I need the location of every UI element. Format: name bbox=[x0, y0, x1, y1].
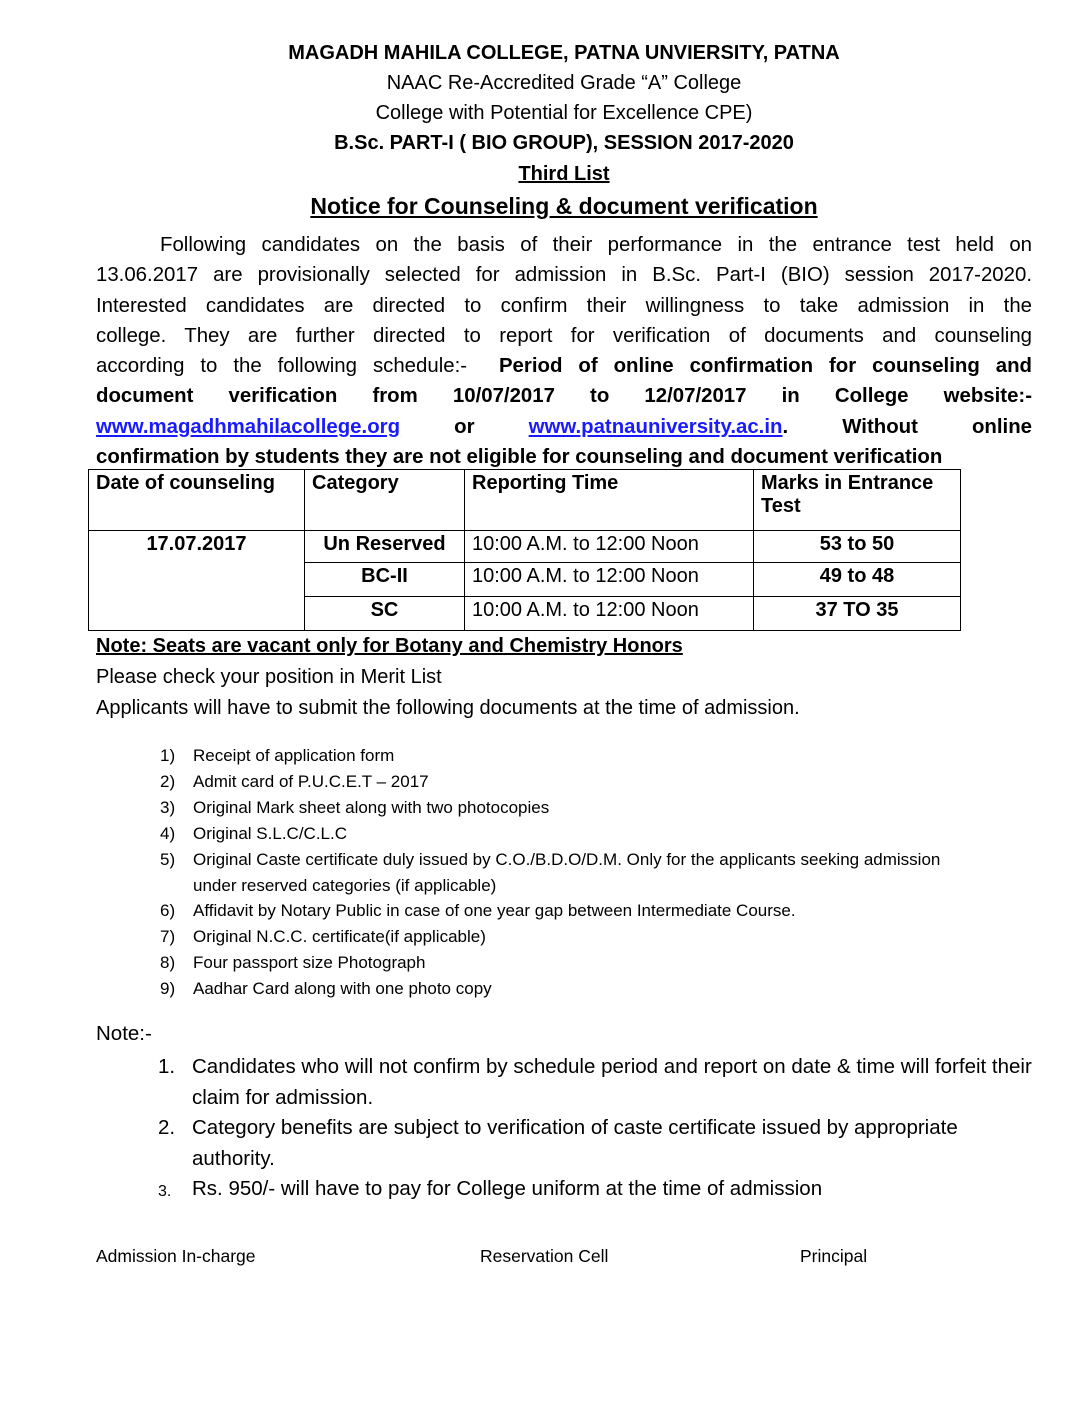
counseling-schedule-table bbox=[88, 469, 961, 631]
item-number: 8) bbox=[160, 953, 176, 973]
header-reporting-time: Reporting Time bbox=[465, 470, 754, 531]
row-time: 10:00 A.M. to 12:00 Noon bbox=[465, 563, 754, 597]
cpe-line: College with Potential for Excellence CPE) bbox=[375, 102, 753, 124]
item-number: 4) bbox=[160, 823, 176, 843]
notes-list bbox=[158, 1052, 1038, 1208]
item-number: 7) bbox=[160, 927, 176, 947]
row-marks: 49 to 48 bbox=[754, 563, 961, 597]
item-number: 6) bbox=[160, 901, 176, 921]
list-item bbox=[160, 847, 980, 899]
row-marks: 53 to 50 bbox=[754, 531, 961, 563]
notice-title: Notice for Counseling & document verification bbox=[310, 193, 818, 219]
signature-reservation-cell: Reservation Cell bbox=[480, 1246, 609, 1266]
intro-paragraph bbox=[96, 230, 1032, 472]
row-marks: 37 TO 35 bbox=[754, 597, 961, 631]
table-row bbox=[89, 531, 961, 563]
row-category: SC bbox=[305, 597, 465, 631]
para-line-4: college. They are further directed to report for verification of documents and counseling bbox=[96, 324, 1032, 347]
counseling-date: 17.07.2017 bbox=[89, 531, 305, 631]
para-line-2: 13.06.2017 are provisionally selected for admission in B.Sc. Part-I (BIO) session 2017-2020. bbox=[96, 264, 1032, 287]
list-item bbox=[160, 976, 980, 1002]
item-text: Candidates who will not confirm by schedule period and report on date & time will forfeit their claim for admission. bbox=[192, 1055, 1032, 1109]
item-text: Four passport size Photograph bbox=[193, 953, 426, 973]
item-text: Receipt of application form bbox=[193, 746, 395, 765]
header-date: Date of counseling bbox=[89, 470, 305, 531]
list-item bbox=[158, 1113, 1038, 1174]
item-number: 5) bbox=[160, 849, 176, 869]
row-time: 10:00 A.M. to 12:00 Noon bbox=[465, 531, 754, 563]
college-name: MAGADH MAHILA COLLEGE, PATNA UNVIERSITY, PATNA bbox=[288, 42, 840, 64]
seats-note: Note: Seats are vacant only for Botany and Chemistry Honors bbox=[96, 635, 683, 657]
note-heading: Note:- bbox=[96, 1022, 152, 1045]
para-line-5 bbox=[96, 351, 1032, 381]
item-text: Admit card of P.U.C.E.T – 2017 bbox=[193, 771, 429, 791]
table-header-row bbox=[89, 470, 961, 531]
item-text: Original Caste certificate duly issued by C.O./B.D.O/D.M. Only for the applicants seeking admission under reserved categories (if applicable) bbox=[193, 849, 941, 895]
para-line-7 bbox=[96, 412, 1032, 442]
item-text: Original N.C.C. certificate(if applicable) bbox=[193, 927, 486, 947]
row-category: BC-II bbox=[305, 563, 465, 597]
para-line-3: Interested candidates are directed to confirm their willingness to take admission in the bbox=[96, 294, 1032, 317]
item-text: Rs. 950/- will have to pay for College uniform at the time of admission bbox=[192, 1177, 823, 1200]
item-number: 2) bbox=[160, 771, 176, 791]
or-text: or bbox=[454, 415, 475, 438]
item-number: 1) bbox=[160, 746, 176, 765]
schedule-text: according to the following schedule:- bbox=[96, 355, 468, 378]
without-online-text: . Without online bbox=[782, 415, 1033, 438]
list-item bbox=[160, 924, 980, 950]
para-line-1: Following candidates on the basis of their performance in the entrance test held on bbox=[160, 234, 1032, 256]
item-text: Aadhar Card along with one photo copy bbox=[193, 979, 492, 999]
documents-intro: Applicants will have to submit the following documents at the time of admission. bbox=[96, 697, 800, 719]
row-category: Un Reserved bbox=[305, 531, 465, 563]
list-item bbox=[160, 769, 980, 795]
signature-principal: Principal bbox=[800, 1246, 868, 1266]
item-text: Category benefits are subject to verification of caste certificate issued by appropriate authority. bbox=[192, 1116, 958, 1170]
course-line: B.Sc. PART-I ( BIO GROUP), SESSION 2017-2020 bbox=[334, 132, 794, 154]
para-line-6: document verification from 10/07/2017 to 12/07/2017 in College website:- bbox=[96, 385, 1032, 408]
item-text: Original Mark sheet along with two photocopies bbox=[193, 797, 550, 817]
accreditation-line: NAAC Re-Accredited Grade “A” College bbox=[386, 72, 742, 94]
item-number: 9) bbox=[160, 979, 176, 999]
list-item bbox=[160, 743, 980, 769]
list-title: Third List bbox=[518, 163, 610, 185]
item-number: 2. bbox=[158, 1116, 176, 1139]
university-website-link[interactable]: www.patnauniversity.ac.in bbox=[528, 415, 783, 438]
college-website-link[interactable]: www.magadhmahilacollege.org bbox=[96, 415, 401, 438]
list-item bbox=[160, 950, 980, 976]
merit-list-text: Please check your position in Merit List bbox=[96, 666, 442, 688]
documents-list bbox=[160, 743, 980, 1002]
signature-admission-incharge: Admission In-charge bbox=[96, 1246, 256, 1266]
row-time: 10:00 A.M. to 12:00 Noon bbox=[465, 597, 754, 631]
header-category: Category bbox=[305, 470, 465, 531]
item-number: 3. bbox=[158, 1183, 172, 1200]
item-number: 3) bbox=[160, 797, 176, 817]
header-marks: Marks in Entrance Test bbox=[754, 470, 961, 531]
list-item bbox=[160, 821, 980, 847]
list-item bbox=[160, 898, 980, 924]
list-item bbox=[158, 1174, 1038, 1208]
item-text: Original S.L.C/C.L.C bbox=[193, 823, 347, 843]
list-item bbox=[160, 795, 980, 821]
item-text: Affidavit by Notary Public in case of one year gap between Intermediate Course. bbox=[193, 901, 796, 921]
list-item bbox=[158, 1052, 1038, 1113]
item-number: 1. bbox=[158, 1055, 176, 1078]
para-line-8: confirmation by students they are not eligible for counseling and document verification bbox=[96, 446, 943, 469]
period-text: Period of online confirmation for counseling and bbox=[498, 355, 1032, 378]
